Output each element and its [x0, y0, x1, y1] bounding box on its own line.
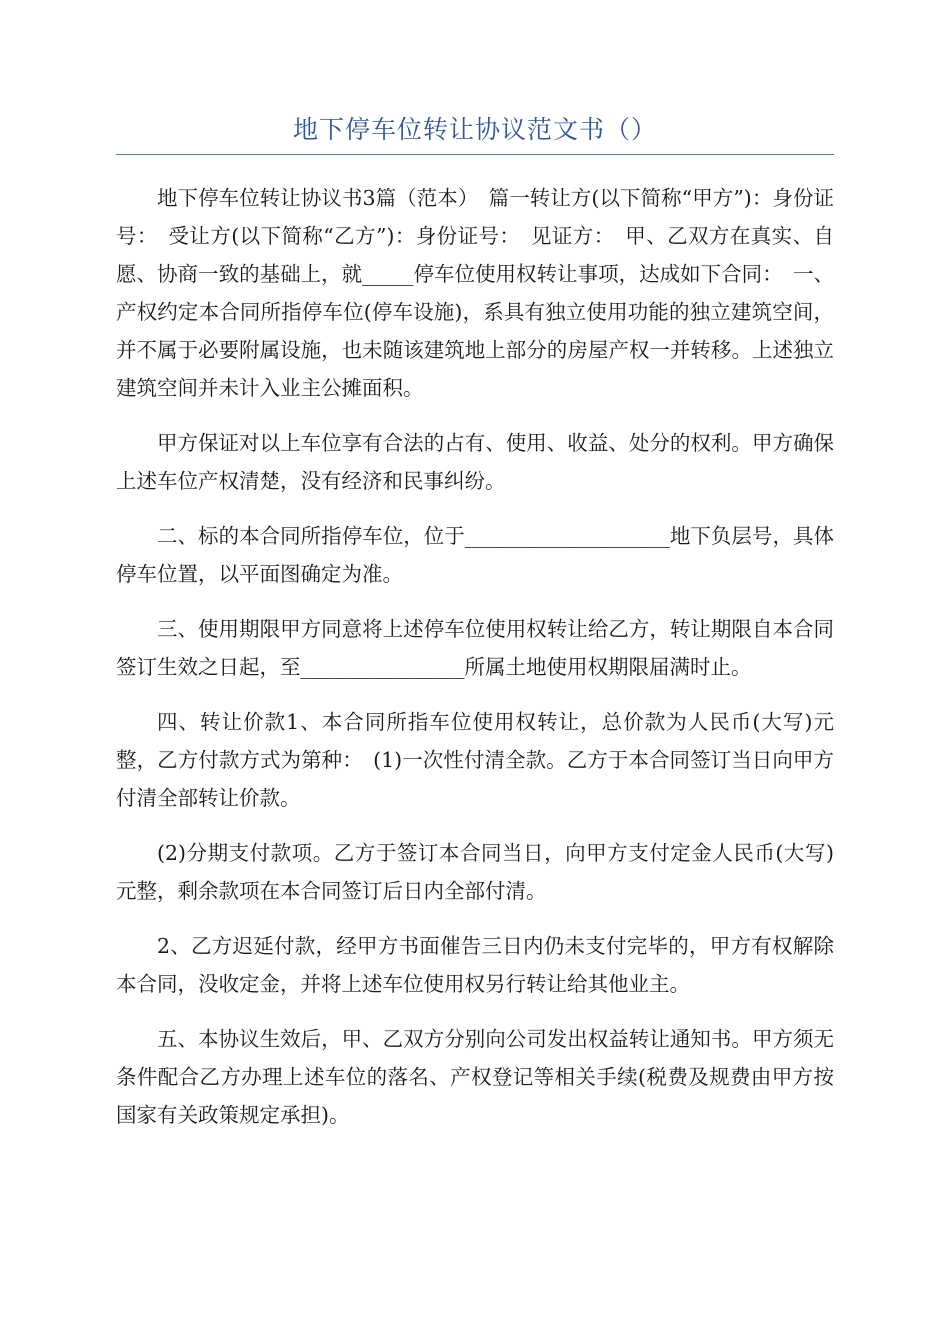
paragraph-guarantee: 甲方保证对以上车位享有合法的占有、使用、收益、处分的权利。甲方确保上述车位产权清楚，没有经济和民事纠纷。: [116, 431, 834, 493]
paragraph-term: 三、使用期限甲方同意将上述停车位使用权转让给乙方，转让期限自本合同签订生效之日起，至________________所属土地使用权期限届满时止。: [116, 617, 834, 679]
paragraph-installment: (2)分期支付款项。乙方于签订本合同当日，向甲方支付定金人民币(大写)元整，剩余款项在本合同签订后日内全部付清。: [116, 841, 834, 903]
paragraph-intro: 地下停车位转让协议书3篇（范本） 篇一转让方(以下简称“甲方”)：身份证号： 受让方(以下简称“乙方”)：身份证号： 见证方： 甲、乙双方在真实、自愿、协商一致的基础上，就_____停车位使用权转让事项，达成如下合同： 一、产权约定本合同所指停车位(停车设施)，系具有独立使用功能的独立建筑空间，并不属于必要附属设施，也未随该建筑地上部分的房屋产权一并转移。上述独立建筑空间并未计入业主公摊面积。: [116, 186, 834, 400]
title-underline: [116, 154, 834, 155]
paragraph-price: 四、转让价款1、本合同所指车位使用权转让，总价款为人民币(大写)元整，乙方付款方式为第种： (1)一次性付清全款。乙方于本合同签订当日向甲方付清全部转让价款。: [116, 710, 834, 810]
document-title: 地下停车位转让协议范文书（）: [292, 115, 657, 144]
paragraph-subject: 二、标的本合同所指停车位，位于____________________地下负层号，具体停车位置，以平面图确定为准。: [116, 524, 834, 586]
document-body: [116, 179, 834, 1151]
paragraph-late-payment: 2、乙方迟延付款，经甲方书面催告三日内仍未支付完毕的，甲方有权解除本合同，没收定金，并将上述车位使用权另行转让给其他业主。: [116, 934, 834, 996]
paragraph-effect: 五、本协议生效后，甲、乙双方分别向公司发出权益转让通知书。甲方须无条件配合乙方办理上述车位的落名、产权登记等相关手续(税费及规费由甲方按国家有关政策规定承担)。: [116, 1027, 834, 1127]
